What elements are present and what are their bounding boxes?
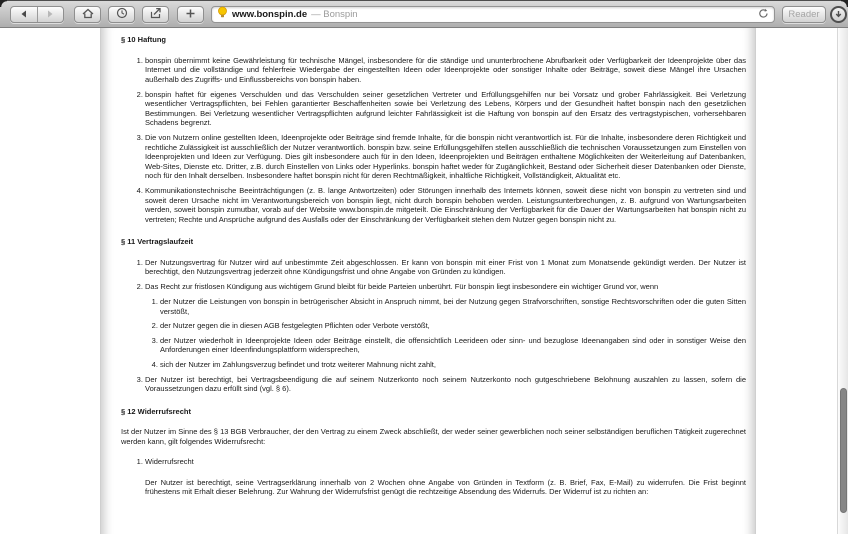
list-item: 3. Der Nutzer ist berechtigt, bei Vertragsbeendigung die auf seinem Nutzerkonto noch seinem Nutzerkonto noch gutgeschriebene Belohnung auszahlen zu lassen, sofern die Voraussetzungen dazu erfüllt sind (vgl. § 6). — [145, 375, 746, 394]
downloads-button[interactable] — [830, 6, 847, 23]
page-content-sheet — [100, 28, 756, 534]
list-subitem: 1. der Nutzer die Leistungen von bonspin in betrügerischer Absicht in Anspruch nimmt, bei der Nutzung gegen Strafvorschriften, sonstige Rechtsvorschriften oder die guten Sitten verstößt, — [160, 297, 746, 316]
section-12-intro: Ist der Nutzer im Sinne des § 13 BGB Verbraucher, der den Vertrag zu einem Zweck abschließt, der weder seiner gewerblichen noch seiner selbständigen beruflichen Tätigkeit zugerechnet werden kann, gilt folgendes Widerrufsrecht: — [121, 427, 746, 446]
reload-icon[interactable] — [758, 6, 769, 24]
section-10-heading: § 10 Haftung — [121, 35, 167, 44]
list-item: 4. Kommunikationstechnische Beeinträchtigungen (z. B. lange Antwortzeiten) oder Störungen innerhalb des Internets können, soweit diese nicht von bonspin zu vertreten sind und soweit deren Ursache nicht im Verantwortungsbereich von bonspin liegt, nicht durch bonspin behoben werden. Leistungsunterbrechungen, z. B. aufgrund von Wartungsarbeiten werden, soweit bonspin zumutbar, vorab auf der Website www.bonspin.de mitgeteilt. Die Einschränkung der Verfügbarkeit für die Dauer der Wartungsarbeiten hat bonspin nicht zu vertreten; Rechte und Ansprüche aufgrund des Ausfalls oder der Einschränkung der Verfügbarkeit stehen dem Nutzer gegen bonspin nicht zu. — [145, 186, 746, 224]
list-item: 1. Der Nutzungsvertrag für Nutzer wird auf unbestimmte Zeit abgeschlossen. Er kann von bonspin mit einer Frist von 1 Monat zum Monatsende gekündigt werden. Der Nutzer ist berechtigt, den Nutzungsvertrag jederzeit ohne Kündigungsfrist und ohne Angabe von Gründen zu kündigen. — [145, 258, 746, 277]
forward-icon — [45, 6, 55, 24]
history-button[interactable] — [108, 6, 135, 23]
back-button[interactable] — [11, 7, 37, 22]
browser-toolbar — [0, 0, 848, 28]
share-button[interactable] — [142, 6, 169, 23]
list-subitem: 4. sich der Nutzer im Zahlungsverzug befindet und trotz weiterer Mahnung nicht zahlt, — [160, 360, 746, 370]
list-subitem: 2. der Nutzer gegen die in diesen AGB festgelegten Pflichten oder Verbote verstößt, — [160, 321, 746, 331]
plus-icon — [185, 6, 196, 24]
url-page-title: — Bonspin — [311, 9, 358, 20]
lightbulb-favicon — [217, 6, 228, 24]
section-11-heading: § 11 Vertragslaufzeit — [121, 237, 194, 246]
list-item: 2. bonspin haftet für eigenes Verschulden und das Verschulden seiner gesetzlichen Vertreter und Erfüllungsgehilfen nur bei Vorsatz und grober Fahrlässigkeit. Bei Verletzung wesentlicher Vertragspflichten, bei Fehlen garantierter Beschaffenheiten sowie bei Verletzung des Lebens, Körpers und der Gesundheit haftet bonspin nach den gesetzlichen Bestimmungen. Bei Verletzung wesentlicher Vertragspflichten aufgrund leichter Fahrlässigkeit ist die Haftung von bonspin auf den Ersatz des vertragstypischen, vorhersehbaren Schadens begrenzt. — [145, 90, 746, 128]
nav-button-group — [10, 6, 64, 23]
list-item: 1. Widerrufsrecht Der Nutzer ist berechtigt, seine Vertragserklärung innerhalb von 2 Wochen ohne Angabe von Gründen in Textform (z. B. Brief, Fax, E-Mail) zu widerrufen. Die Frist beginnt frühestens mit Erhalt dieser Belehrung. Zur Wahrung der Widerrufsfrist genügt die rechtzeitige Absendung des Widerrufs. Der Widerruf ist zu richten an: — [145, 457, 746, 497]
list-item: 2. Das Recht zur fristlosen Kündigung aus wichtigem Grund bleibt für beide Parteien unberührt. Für bonspin liegt insbesondere ein wichtiger Grund vor, wenn 1. der Nutzer die Leistungen von bonspin in betrügerischer Absicht in Anspruch nimmt, bei der Nutzung gegen Strafvorschriften, sonstige Rechtsvorschriften oder die guten Sitten verstößt, 2. der Nutzer gegen die in diesen AGB festgelegten Pflichten oder Verbote verstößt, 3. der Nutzer wiederholt in Ideenprojekte Ideen oder Beiträge einstellt, die offensichtlich Leerideen oder sinn- und bezuglose Ideenangaben sind oder in sonstiger Weise den Anforderungen einer Ideenfindungsplattform widersprechen, 4. sich der Nutzer im Zahlungsverzug befindet und trotz weiterer Mahnung nicht zahlt, — [145, 282, 746, 369]
withdrawal-paragraph: Der Nutzer ist berechtigt, seine Vertragserklärung innerhalb von 2 Wochen ohne Angabe von Gründen in Textform (z. B. Brief, Fax, E-Mail) zu widerrufen. Die Frist beginnt frühestens mit Erhalt dieser Belehrung. Zur Wahrung der Widerrufsfrist genügt die rechtzeitige Absendung des Widerrufs. Der Widerruf ist zu richten an: — [145, 477, 746, 496]
vertical-scrollbar-track[interactable] — [837, 28, 848, 534]
list-subitem: 3. der Nutzer wiederholt in Ideenprojekte Ideen oder Beiträge einstellt, die offensichtlich Leerideen oder sinn- und bezuglose Ideenangaben sind oder in sonstiger Weise den Anforderungen einer Ideenfindungsplattform widersprechen, — [160, 336, 746, 355]
section-10-list — [121, 56, 746, 225]
new-tab-button[interactable] — [177, 6, 204, 23]
home-icon — [82, 6, 94, 24]
url-host: www.bonspin.de — [232, 9, 308, 20]
list-item: 3. Die von Nutzern online gestellten Ideen, Ideenprojekte oder Beiträge sind fremde Inhalte, für die bonspin nicht verantwortlich ist. Für die Inhalte, insbesondere deren Richtigkeit und rechtliche Zulässigkeit ist ausschließlich der Nutzer verantwortlich. bonspin bzw. seine Erfüllungsgehilfen stellen ausschließlich die technischen Voraussetzungen zum Einstellen von Ideenprojekten und Ideen zur Verfügung. Dies gilt insbesondere auch für in den Ideen, Ideenprojekten und Beiträgen enthaltene Möglichkeiten der Weiterleitung auf Datenbanken, Web-Sites, Dienste etc. Dritter, z.B. durch Einstellen von Links oder Hyperlinks. bonspin haftet weder für Zugänglichkeit, Bestand oder Sicherheit dieser Datenbanken oder Dienste, noch für den Inhalt derselben. Insbesondere haftet bonspin nicht für deren Rechtmäßigkeit, inhaltliche Richtigkeit, Vollständigkeit, Aktualität etc. — [145, 133, 746, 181]
history-clock-icon — [116, 6, 128, 24]
vertical-scrollbar-thumb[interactable] — [840, 388, 847, 513]
address-bar[interactable] — [211, 6, 775, 23]
section-12-heading: § 12 Widerrufsrecht — [121, 406, 191, 416]
section-11-sublist — [145, 297, 746, 369]
reader-button-label: Reader — [788, 9, 820, 20]
downloads-icon — [834, 6, 843, 24]
home-button[interactable] — [74, 6, 101, 23]
terms-document — [121, 35, 746, 497]
section-12-list — [121, 457, 746, 497]
section-11-list — [121, 258, 746, 394]
reader-button[interactable] — [782, 6, 826, 23]
share-icon — [150, 6, 162, 24]
back-icon — [19, 6, 29, 24]
list-item: 1. bonspin übernimmt keine Gewährleistung für technische Mängel, insbesondere für die ständige und ununterbrochene Abrufbarkeit oder Verfügbarkeit der Ideenprojekte über das Internet und die vollständige und fehlerfreie Wiedergabe der eingestellten Ideen oder Ideenprojekte oder sonstiger Inhalte oder Beiträge, soweit diese Mängel ihre Ursachen außerhalb des Zugriffs- und Einflussbereichs von bonspin haben. — [145, 56, 746, 85]
forward-button[interactable] — [38, 7, 64, 22]
